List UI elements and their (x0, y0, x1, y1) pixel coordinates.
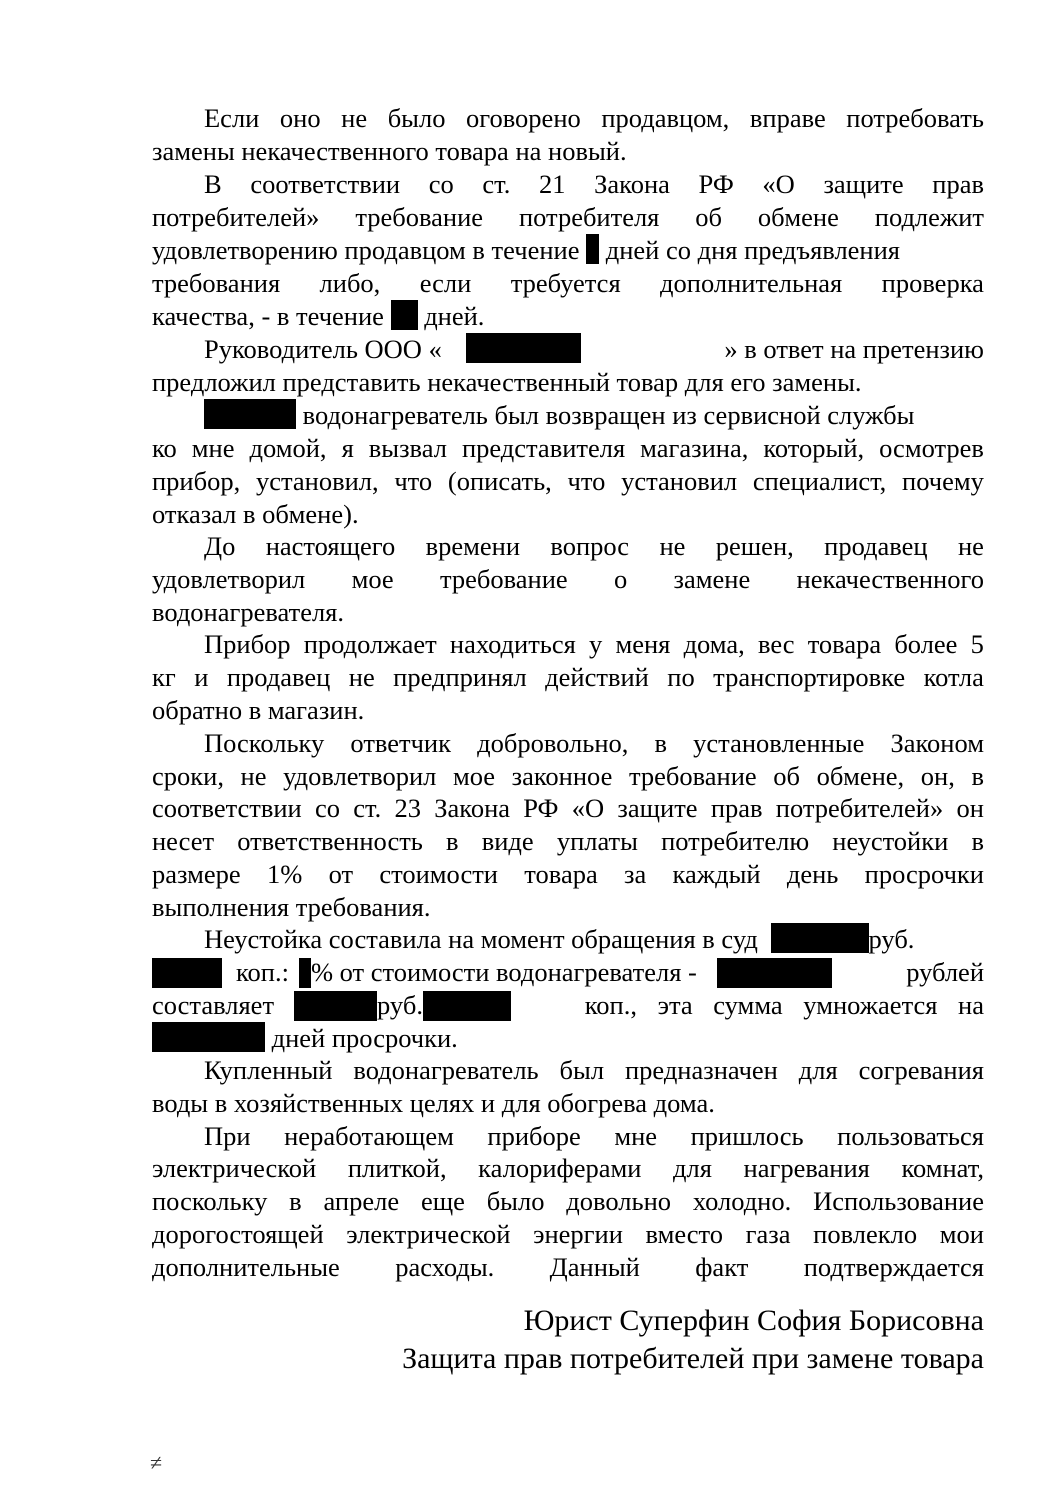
word: прибор, (152, 466, 241, 496)
redaction-block (204, 399, 296, 429)
word: вправе (749, 103, 826, 133)
word: обмене, (816, 761, 905, 791)
text-line (152, 1022, 984, 1055)
word: продавцом, (601, 103, 730, 133)
word: ст. (353, 793, 382, 823)
word: нагревания (743, 1153, 870, 1183)
word: дополнительные (152, 1252, 340, 1282)
word: о (613, 564, 628, 594)
text-line (152, 760, 984, 793)
text-line (204, 399, 984, 432)
text-line (204, 1054, 984, 1087)
text-line (204, 530, 984, 563)
word: либо, (319, 268, 381, 298)
word: несет (152, 826, 215, 856)
text-line (152, 858, 984, 891)
text-segment: водонагреватель был возвращен из сервисной службы (302, 400, 915, 430)
word: установил, (255, 466, 379, 496)
word: об (695, 202, 723, 232)
word: домой, (249, 433, 327, 463)
text-segment: дней. (424, 301, 485, 331)
word: решен, (715, 531, 794, 561)
word: требование (439, 564, 568, 594)
word: «О (762, 169, 795, 199)
word: еще (420, 1186, 465, 1216)
text-line (152, 1152, 984, 1185)
redaction-block (152, 1022, 265, 1052)
word: в (971, 826, 984, 856)
word: добровольно, (477, 728, 629, 758)
word: было (486, 1186, 545, 1216)
word: кг (152, 662, 176, 692)
word: Данный (549, 1252, 640, 1282)
word: 5 (970, 629, 984, 659)
word: не (240, 761, 267, 791)
word: и (194, 662, 209, 692)
redaction-block (466, 333, 581, 363)
word: не (348, 662, 375, 692)
word: времени (425, 531, 520, 561)
text-line: водонагревателя. (152, 597, 344, 627)
word: мое (452, 761, 496, 791)
word: потребителей» (152, 202, 320, 232)
text-line: предложил представить некачественный товар для его замены. (152, 367, 862, 397)
word: До (204, 531, 236, 561)
word: электрической (346, 1219, 511, 1249)
word: (описать, (447, 466, 552, 496)
word: вопрос (550, 531, 630, 561)
text-segment: % от стоимости водонагревателя - (310, 957, 697, 987)
word: соответствии (250, 169, 401, 199)
word: потребителей» (775, 793, 944, 823)
word: настоящего (265, 531, 396, 561)
word: потребителя (518, 202, 660, 232)
word: Использование (813, 1186, 984, 1216)
word: день (786, 859, 839, 889)
word: плиткой, (347, 1153, 447, 1183)
word: РФ (698, 169, 734, 199)
word: мое (351, 564, 394, 594)
word: установил (621, 466, 738, 496)
word: повлекло (813, 1219, 918, 1249)
word: подтверждается (803, 1252, 984, 1282)
word: неработающем (284, 1121, 454, 1151)
word: 21 (539, 169, 566, 199)
word: ответчик (350, 728, 451, 758)
word: находиться (449, 629, 576, 659)
word: не (957, 531, 984, 561)
text-line (204, 727, 984, 760)
redaction-block (391, 300, 418, 330)
word: предназначен (624, 1055, 778, 1085)
text-segment: руб. (868, 924, 915, 954)
word: дополнительная (660, 268, 843, 298)
word: некачественного (796, 564, 984, 594)
text-line (152, 563, 984, 596)
word: ко (152, 433, 177, 463)
text-line (152, 1251, 984, 1284)
text-line (204, 102, 984, 135)
word: был (559, 1055, 605, 1085)
word: довольно (566, 1186, 672, 1216)
word: комнат, (901, 1153, 984, 1183)
word: удовлетворил (283, 761, 437, 791)
text-line: замены некачественного товара на новый. (152, 136, 627, 166)
redaction-block (771, 923, 869, 953)
text-segment: качества, - в течение (152, 301, 384, 331)
text-line (152, 300, 984, 333)
word: меня (615, 629, 671, 659)
text-line (204, 1120, 984, 1153)
word: действий (545, 662, 649, 692)
word: подлежит (874, 202, 984, 232)
word: в (971, 761, 984, 791)
word: оно (279, 103, 321, 133)
word: ответственность (237, 826, 423, 856)
text-segment: составляет (152, 990, 275, 1020)
word: пришлось (690, 1121, 804, 1151)
redaction-block (423, 991, 511, 1021)
word: Закона (434, 793, 511, 823)
word: холодно. (692, 1186, 792, 1216)
word: каждый (672, 859, 761, 889)
text-line (152, 989, 984, 1022)
word: который, (763, 433, 865, 463)
word: потребовать (846, 103, 984, 133)
word: требование (628, 761, 757, 791)
word: у (589, 629, 603, 659)
text-line: воды в хозяйственных целях и для обогрева дома. (152, 1088, 715, 1118)
word: установленные (693, 728, 865, 758)
word: для (798, 1055, 838, 1085)
word: газа (745, 1219, 791, 1249)
word: я (341, 433, 354, 463)
word: дома, (683, 629, 745, 659)
word: мои (939, 1219, 984, 1249)
text-line (152, 234, 984, 267)
word: осмотрев (879, 433, 984, 463)
word: предпринял (393, 662, 527, 692)
word: дорогостоящей (152, 1219, 324, 1249)
word: представителя (461, 433, 626, 463)
word: факт (695, 1252, 749, 1282)
text-segment: рублей (906, 957, 984, 987)
text-segment: коп., эта сумма умножается на (584, 990, 984, 1020)
text-line (204, 923, 984, 956)
signature-title: Защита прав потребителей при замене товара (402, 1342, 984, 1375)
word: почему (902, 466, 984, 496)
word: законное (511, 761, 613, 791)
word: 23 (394, 793, 421, 823)
word: калориферами (478, 1153, 642, 1183)
word: со (428, 169, 454, 199)
text-segment: дней со дня предъявления (605, 235, 900, 265)
footer-symbol: ≠ (150, 1450, 163, 1475)
redaction-block (717, 958, 832, 988)
word: «О (571, 793, 605, 823)
word: более (894, 629, 958, 659)
word: Если (204, 103, 260, 133)
word: по (667, 662, 695, 692)
word: Прибор (204, 629, 291, 659)
text-segment: дней просрочки. (271, 1023, 458, 1053)
text-line (204, 628, 984, 661)
word: потребителю (661, 826, 810, 856)
text-line: отказал в обмене). (152, 499, 359, 529)
word: не (659, 531, 686, 561)
text-line (152, 792, 984, 825)
text-line (204, 168, 984, 201)
redaction-block (299, 958, 311, 988)
word: Поскольку (204, 728, 325, 758)
word: требования (152, 268, 281, 298)
word: замене (673, 564, 751, 594)
word: обмене (757, 202, 839, 232)
word: При (204, 1121, 251, 1151)
text-segment: Неустойка составила на момент обращения в суд (204, 924, 758, 954)
word: он, (920, 761, 955, 791)
word: в (289, 1186, 302, 1216)
text-line (152, 267, 984, 300)
redaction-block (294, 991, 377, 1021)
word: энергии (533, 1219, 623, 1249)
word: РФ (523, 793, 559, 823)
word: от (328, 859, 354, 889)
word: мне (191, 433, 235, 463)
word: что (394, 466, 433, 496)
word: транспортировке (713, 662, 906, 692)
word: прав (932, 169, 984, 199)
text-segment: Руководитель ООО « (204, 334, 442, 364)
word: за (624, 859, 647, 889)
word: расходы. (395, 1252, 495, 1282)
word: магазина, (640, 433, 749, 463)
word: виде (481, 826, 534, 856)
word: защите (617, 793, 698, 823)
text-line: выполнения требования. (152, 892, 431, 922)
word: уплаты (556, 826, 638, 856)
word: Законом (890, 728, 984, 758)
word: прав (710, 793, 763, 823)
word: вызвал (368, 433, 447, 463)
word: сроки, (152, 761, 224, 791)
text-segment: руб. (377, 990, 423, 1020)
word: специалист, (752, 466, 887, 496)
redaction-block (586, 234, 599, 264)
word: электрической (152, 1153, 317, 1183)
word: приборе (487, 1121, 581, 1151)
text-line (204, 333, 984, 366)
word: Купленный (204, 1055, 333, 1085)
word: пользоваться (837, 1121, 984, 1151)
word: вместо (645, 1219, 724, 1249)
word: 1% (266, 859, 303, 889)
text-line (152, 201, 984, 234)
word: проверка (881, 268, 984, 298)
word: товара (807, 629, 882, 659)
word: размере (152, 859, 241, 889)
word: в (446, 826, 459, 856)
text-segment: удовлетворению продавцом в течение (152, 235, 580, 265)
word: со (315, 793, 341, 823)
text-line: обратно в магазин. (152, 695, 365, 725)
word: удовлетворил (152, 564, 306, 594)
word: об (773, 761, 801, 791)
word: водонагреватель (353, 1055, 539, 1085)
word: если (419, 268, 472, 298)
word: защите (823, 169, 904, 199)
text-segment: коп.: (236, 957, 289, 987)
word: В (204, 169, 222, 199)
text-line (152, 1218, 984, 1251)
word: он (956, 793, 984, 823)
text-segment: » в ответ на претензию (724, 334, 984, 364)
word: согревания (858, 1055, 984, 1085)
text-line (152, 825, 984, 858)
word: что (567, 466, 606, 496)
word: было (387, 103, 446, 133)
word: оговорено (466, 103, 581, 133)
word: требование (355, 202, 484, 232)
text-line (152, 432, 984, 465)
word: соответствии (152, 793, 302, 823)
word: для (673, 1153, 712, 1183)
word: неустойки (832, 826, 949, 856)
word: требуется (510, 268, 621, 298)
word: не (341, 103, 368, 133)
text-line (152, 465, 984, 498)
word: Закона (594, 169, 670, 199)
word: апреле (323, 1186, 400, 1216)
word: продолжает (303, 629, 437, 659)
word: котла (923, 662, 984, 692)
word: стоимости (379, 859, 498, 889)
word: просрочки (864, 859, 984, 889)
text-line (152, 661, 984, 694)
word: мне (614, 1121, 658, 1151)
redaction-block (152, 958, 222, 988)
text-line (152, 956, 984, 989)
signature-name: Юрист Суперфин София Борисовна (523, 1304, 984, 1337)
word: продавец (824, 531, 928, 561)
word: вес (757, 629, 795, 659)
word: товара (524, 859, 598, 889)
text-line (152, 1185, 984, 1218)
word: в (654, 728, 668, 758)
word: продавец (226, 662, 331, 692)
word: ст. (482, 169, 511, 199)
word: поскольку (152, 1186, 268, 1216)
